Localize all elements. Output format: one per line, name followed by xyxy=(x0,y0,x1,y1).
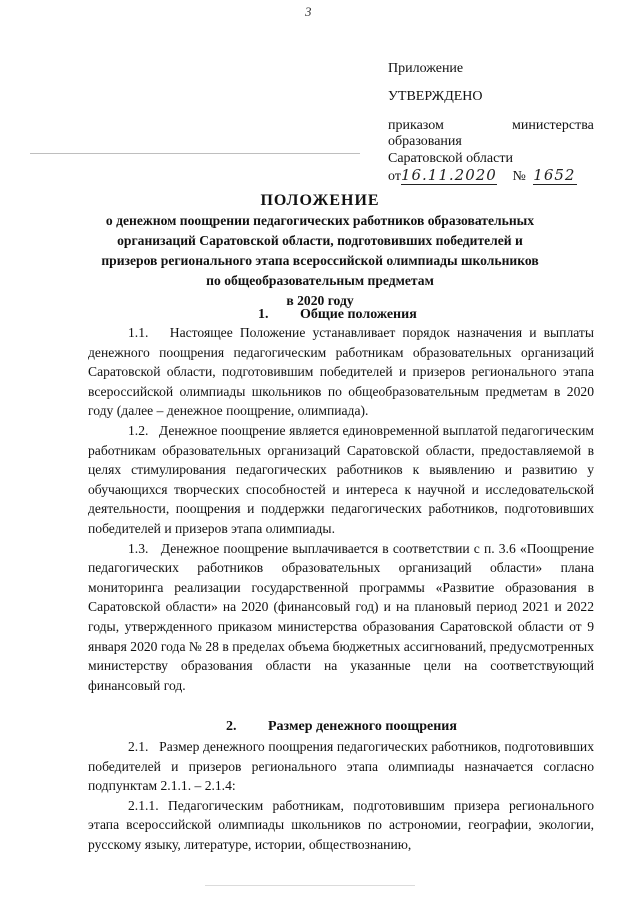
section-1-number: 1. xyxy=(258,307,269,322)
page-number: 3 xyxy=(305,4,312,19)
approval-date-line xyxy=(388,166,577,186)
date-handwritten: 16.11.2020 xyxy=(400,166,497,184)
section-1-body xyxy=(88,323,594,695)
region-name: Саратовской области xyxy=(388,151,513,166)
section-2-heading xyxy=(226,719,457,735)
section-1-title: Общие положения xyxy=(300,307,417,322)
paragraph-1-1: 1.1. Настоящее Положение устанавливает порядок назначения и выплаты денежного поощрения педагогическим работникам образовательных организаций Саратовской области, подготовившим победителей и призеров регионального этапа всероссийской олимпиады школьников по общеобразовательным предметам в 2020 году (далее – денежное поощрение, олимпиада). xyxy=(88,325,594,419)
order-number-handwritten: 1652 xyxy=(533,166,576,184)
paragraph-1-2: 1.2. Денежное поощрение является единовременной выплатой педагогическим работникам образовательных организаций Саратовской области, предоставляемой в целях стимулирования педагогических работников к выявлению и развитию у обучающихся творческих способностей и интереса к научной и исследовательской деятельности, поощрения и поддержки педагогических работников, подготовивших победителей и призеров этапа олимпиады. xyxy=(88,422,594,536)
ministry-word: министерства xyxy=(512,118,594,133)
education-word: образования xyxy=(388,134,462,149)
attachment-label: Приложение xyxy=(388,61,464,76)
document-title: ПОЛОЖЕНИЕ xyxy=(260,192,380,209)
title-line-2: организаций Саратовской области, подготовивших победителей и xyxy=(117,233,523,248)
paragraph-2-1-1: 2.1.1. Педагогическим работникам, подготовившим призера регионального этапа всероссийской олимпиады школьников по астрономии, географии, экологии, русскому языку, литературе, истории, обществознанию, xyxy=(88,797,594,852)
section-1-heading xyxy=(258,307,417,323)
date-prefix: от xyxy=(388,169,401,184)
order-word: приказом xyxy=(388,118,444,133)
document-title-block xyxy=(82,191,558,311)
title-line-4: по общеобразовательным предметам xyxy=(206,273,434,288)
number-sign: № xyxy=(512,169,526,184)
paragraph-2-1: 2.1. Размер денежного поощрения педагогических работников, подготовивших победителей и призеров регионального этапа олимпиады назначается согласно подпунктам 2.1.1. – 2.1.4: xyxy=(88,739,594,794)
title-line-5: в 2020 году xyxy=(286,293,354,308)
section-2-number: 2. xyxy=(226,719,237,734)
title-line-1: о денежном поощрении педагогических работников образовательных xyxy=(105,213,535,228)
section-2-title: Размер денежного поощрения xyxy=(268,719,457,734)
approved-label: УТВЕРЖДЕНО xyxy=(388,89,483,104)
paragraph-1-3: 1.3. Денежное поощрение выплачивается в соответствии с п. 3.6 «Поощрение педагогических работников образовательных организаций области» плана мониторинга реализации государственной программы «Развитие образования в Саратовской области» на 2020 (финансовый год) и на плановый период 2021 и 2022 годы, утвержденного приказом министерства образования Саратовской области от 9 января 2020 года № 28 в пределах объема бюджетных ассигнований, предусмотренных министерству образования области на указанные цели на соответствующий финансовый год. xyxy=(88,540,594,693)
scan-artifact-line xyxy=(30,153,360,154)
scan-artifact-line-bottom xyxy=(205,885,415,886)
section-2-body xyxy=(88,737,594,855)
title-line-3: призеров регионального этапа всероссийской олимпиады школьников xyxy=(101,253,539,268)
